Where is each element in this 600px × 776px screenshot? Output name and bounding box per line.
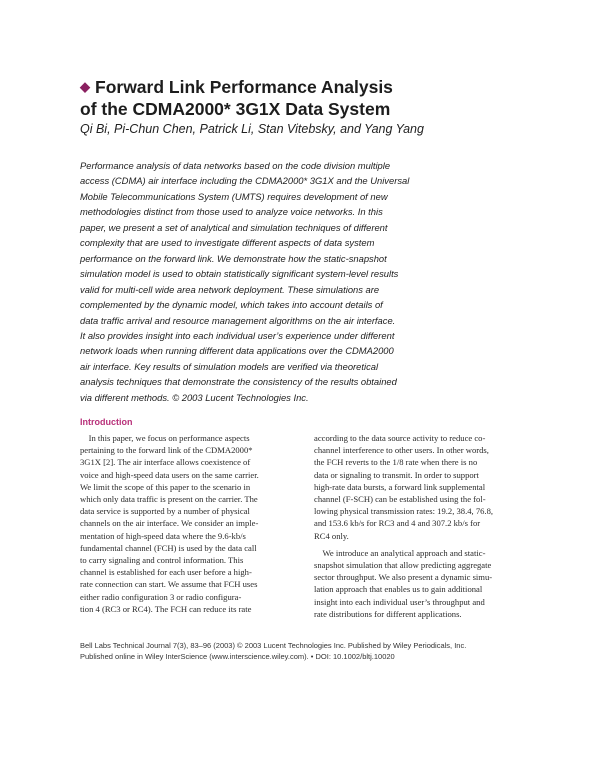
body-text-line: channel interference to other users. In other words, <box>314 445 489 456</box>
abstract-line: Mobile Telecommunications System (UMTS) requires development of new <box>80 190 388 202</box>
abstract-line: complemented by the dynamic model, which takes into account details of <box>80 299 383 311</box>
abstract-line: data traffic arrival and resource management algorithms on the air interface. <box>80 314 396 326</box>
body-text-line: to carry signaling and control information. This <box>80 555 244 566</box>
abstract-line: analysis techniques that demonstrate the consistency of the results obtained <box>80 376 397 388</box>
body-text-line: snapshot simulation that allow predicting aggregate <box>314 560 492 571</box>
title-line-1 <box>80 77 540 99</box>
citation-footer <box>80 640 540 662</box>
body-text-line: rate connection can start. We assume that FCH uses <box>80 579 258 590</box>
body-text-line: data or signaling to transmit. In order to support <box>314 469 479 480</box>
abstract-line: access (CDMA) air interface including the CDMA2000* 3G1X and the Universal <box>80 175 410 187</box>
title-line-2: of the CDMA2000* 3G1X Data System <box>80 99 391 119</box>
body-text-line: In this paper, we focus on performance aspects <box>80 433 250 443</box>
diamond-bullet-icon: ◆ <box>80 79 90 94</box>
body-text-line: tion 4 (RC3 or RC4). The FCH can reduce its rate <box>80 603 252 614</box>
body-text-line: 3G1X [2]. The air interface allows coexistence of <box>80 457 251 468</box>
section-heading: Introduction <box>80 417 133 427</box>
body-text-line: mentation of high-speed data where the 9.6-kb/s <box>80 530 246 541</box>
author-list: Qi Bi, Pi-Chun Chen, Patrick Li, Stan Vitebsky, and Yang Yang <box>80 122 424 136</box>
abstract-line: simulation model is used to obtain statistically significant system-level results <box>80 268 399 280</box>
abstract-line: network loads when running different data applications over the CDMA2000 <box>80 345 394 357</box>
article-title <box>80 77 540 120</box>
body-text-line: which only data traffic is present on the carrier. The <box>80 494 258 505</box>
body-text-line: insight into each individual user’s throughput and <box>314 596 485 607</box>
body-text-line: voice and high-speed data users on the same carrier. <box>80 469 259 480</box>
body-text-line: sector throughput. We also present a dynamic simu- <box>314 572 493 583</box>
right-column <box>314 432 532 620</box>
body-text-line: We limit the scope of this paper to the scenario in <box>80 481 251 492</box>
body-text-line: according to the data source activity to reduce co- <box>314 433 486 443</box>
body-text-line: channel is established for each user before a high- <box>80 567 252 578</box>
abstract-line: paper, we present a set of analytical and simulation techniques of different <box>80 221 388 233</box>
body-text-line: either radio configuration 3 or radio configura- <box>80 591 242 602</box>
body-text-line: pertaining to the forward link of the CDMA2000* <box>80 445 253 456</box>
abstract-line: Performance analysis of data networks based on the code division multiple <box>80 160 391 171</box>
body-text-line: rate distributions for different applications. <box>314 608 462 619</box>
left-column <box>80 432 300 615</box>
footer-line: Bell Labs Technical Journal 7(3), 83–96 (2003) © 2003 Lucent Technologies Inc. Published by Wiley Periodicals, Inc. <box>80 641 467 650</box>
abstract-line: valid for multi-cell wide area network deployment. These simulations are <box>80 283 380 295</box>
abstract-line: complexity that are used to investigate different aspects of data system <box>80 237 375 249</box>
body-text-line: channel (F-SCH) can be established using the fol- <box>314 494 486 505</box>
abstract-line: performance on the forward link. We demonstrate how the static-snapshot <box>80 252 387 264</box>
body-text-line: lowing physical transmission rates: 19.2, 38.4, 76.8, <box>314 506 494 517</box>
body-text-line: high-rate data bursts, a forward link supplemental <box>314 481 486 492</box>
body-text-line: data service is supported by a number of physical <box>80 506 250 517</box>
body-text-line: lation approach that enables us to gain additional <box>314 584 483 595</box>
body-text-line: the FCH reverts to the 1/8 rate when there is no <box>314 457 478 468</box>
paragraph-1 <box>314 432 532 542</box>
body-text-line: fundamental channel (FCH) is used by the data call <box>80 542 257 553</box>
abstract-line: air interface. Key results of simulation models are verified via theoretical <box>80 360 379 372</box>
title-text-1: Forward Link Performance Analysis <box>95 77 393 97</box>
abstract-line: via different methods. © 2003 Lucent Technologies Inc. <box>80 391 309 403</box>
body-text-line: channels on the air interface. We consider an imple- <box>80 518 259 529</box>
abstract-line: methodologies distinct from those used to analyze voice networks. In this <box>80 206 383 218</box>
body-text-line: RC4 only. <box>314 530 349 541</box>
footer-line: Published online in Wiley InterScience (www.interscience.wiley.com). • DOI: 10.1002/bltj.10020 <box>80 652 395 661</box>
body-text-line: We introduce an analytical approach and static- <box>314 547 486 558</box>
paragraph-2 <box>314 547 532 620</box>
abstract-line: It also provides insight into each individual user’s experience under different <box>80 329 395 341</box>
abstract <box>80 158 480 405</box>
body-text-line: and 153.6 kb/s for RC3 and 4 and 307.2 kb/s for <box>314 518 481 529</box>
